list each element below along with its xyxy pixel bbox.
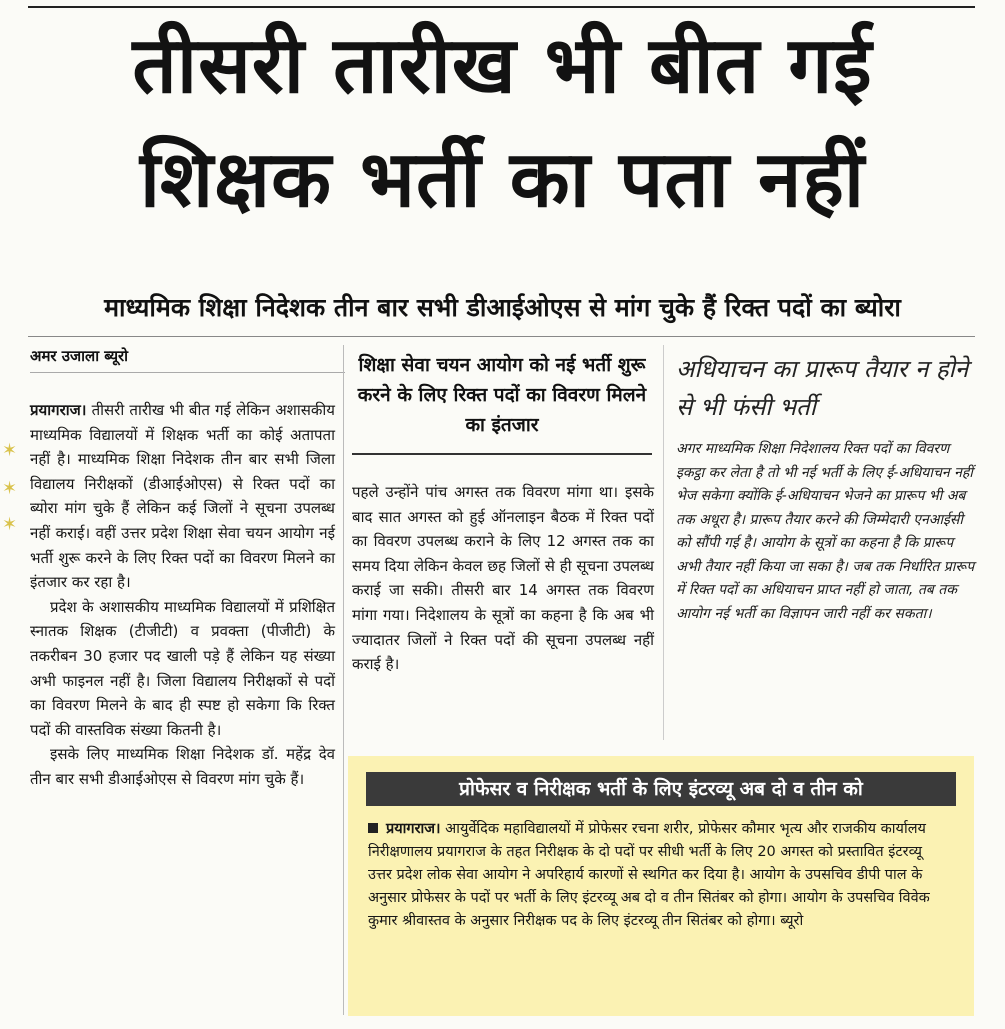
headline-line-1: तीसरी तारीख भी बीत गई [132,21,873,111]
column-divider [663,345,664,740]
article-column-1 [30,398,335,792]
sidebar-news-heading: प्रोफेसर व निरीक्षक भर्ती के लिए इंटरव्यू अब दो व तीन को [366,772,956,806]
byline: अमर उजाला ब्यूरो [30,347,129,365]
sidebar-dateline-place: प्रयागराज। [386,821,441,837]
column1-paragraph-2: प्रदेश के अशासकीय माध्यमिक विद्यालयों में प्रशिक्षित स्नातक शिक्षक (टीजीटी) व प्रवक्ता (पीजीटी) के तकरीबन 30 हजार पद खाली पड़े हैं लेकिन यह संख्या अभी फाइनल नहीं है। जिला विद्यालय निरीक्षकों से पदों का विवरण मिलने के बाद ही स्पष्ट हो सकेगा कि रिक्त पदों की वास्तविक संख्या कितनी है। [30,597,335,739]
sidebar-news-body [368,818,950,933]
dateline-place: प्रयागराज। [30,401,87,419]
subheadline: माध्यमिक शिक्षा निदेशक तीन बार सभी डीआईओएस से मांग चुके हैं रिक्त पदों का ब्योरा [104,293,901,322]
box-heading-rule [352,453,652,455]
sidebar-news-credit: ब्यूरो [780,913,804,929]
top-rule [28,6,975,8]
column2-paragraph-1: पहले उन्होंने पांच अगस्त तक विवरण मांगा था। इसके बाद सात अगस्त को हुई ऑनलाइन बैठक में रिक्त पदों का विवरण उपलब्ध कराने के लिए 12 अगस्त तक का समय दिया लेकिन केवल छह जिलों से ही सूचना उपलब्ध कराई जा सकी। तीसरी बार 14 अगस्त तक विवरण मांगा गया। निदेशालय के सूत्रों का कहना है कि अब भी ज्यादातर जिलों ने रिक्त पदों की सूचना उपलब्ध नहीं कराई है। [352,483,654,674]
star-ornament-icon: ✶ [2,514,18,535]
column1-paragraph-1: तीसरी तारीख भी बीत गई लेकिन अशासकीय माध्यमिक विद्यालयों में शिक्षक भर्ती का कोई अतापता नहीं है। माध्यमिक शिक्षा निदेशक तीन बार सभी जिला विद्यालय निरीक्षकों (डीआईओएस) से रिक्त पदों का ब्योरा मांग चुके हैं लेकिन कई जिलों ने सूचना उपलब्ध नहीं कराई। वहीं उत्तर प्रदेश शिक्षा सेवा चयन आयोग नई भर्ती शुरू करने के लिए रिक्त पदों का विवरण मिलने का इंतजार कर रहा है। [30,401,335,592]
star-ornament-icon: ✶ [2,478,18,499]
byline-rule [30,372,345,373]
headline-line-2: शिक्षक भर्ती का पता नहीं [139,135,866,225]
column3-paragraph-1: अगर माध्यमिक शिक्षा निदेशालय रिक्त पदों का विवरण इकट्ठा कर लेता है तो भी नई भर्ती के लिए ई-अधियाचन नहीं भेज सकेगा क्योंकि ई-अधियाचन भेजने का प्रारूप भी अब तक अधूरा है। प्रारूप तैयार करने की जिम्मेदारी एनआईसी को सौंपी गई है। आयोग के सूत्रों का कहना है कि प्रारूप अभी तैयार नहीं किया जा सका है। जब तक निर्धारित प्रारूप में रिक्त पदों का अधियाचन प्राप्त नहीं हो जाता, तब तक आयोग नई भर्ती का विज्ञापन जारी नहीं कर सकता। [676,441,975,622]
article-column-3 [676,438,976,626]
subheadline-rule [28,336,975,337]
column1-paragraph-3: इसके लिए माध्यमिक शिक्षा निदेशक डॉ. महेंद्र देव तीन बार सभी डीआईओएस से विवरण मांग चुके हैं। [30,745,335,788]
article-column-2 [352,480,654,677]
column-divider [343,345,344,1015]
sidebar-news-text: आयुर्वेदिक महाविद्यालयों में प्रोफेसर रचना शरीर, प्रोफेसर कौमार भृत्य और राजकीय कार्यालय निरीक्षणालय प्रयागराज के तहत निरीक्षक के दो पदों पर सीधी भर्ती के लिए 20 अगस्त को प्रस्तावित इंटरव्यू उत्तर प्रदेश लोक सेवा आयोग ने अपरिहार्य कारणों से स्थगित कर दिया है। आयोग के उपसचिव डीपी पाल के अनुसार प्रोफेसर के पदों पर भर्ती के लिए इंटरव्यू अब दो व तीन सितंबर को होगा। आयोग के उपसचिव विवेक कुमार श्रीवास्तव के अनुसार निरीक्षक पद के लिए इंटरव्यू तीन सितंबर को होगा। [368,821,930,929]
side-heading: अधियाचन का प्रारूप तैयार न होने से भी फंसी भर्ती [676,355,969,421]
box-heading: शिक्षा सेवा चयन आयोग को नई भर्ती शुरू करने के लिए रिक्त पदों का विवरण मिलने का इंतजार [357,354,647,436]
star-ornament-icon: ✶ [2,440,18,461]
square-bullet-icon [368,823,378,833]
